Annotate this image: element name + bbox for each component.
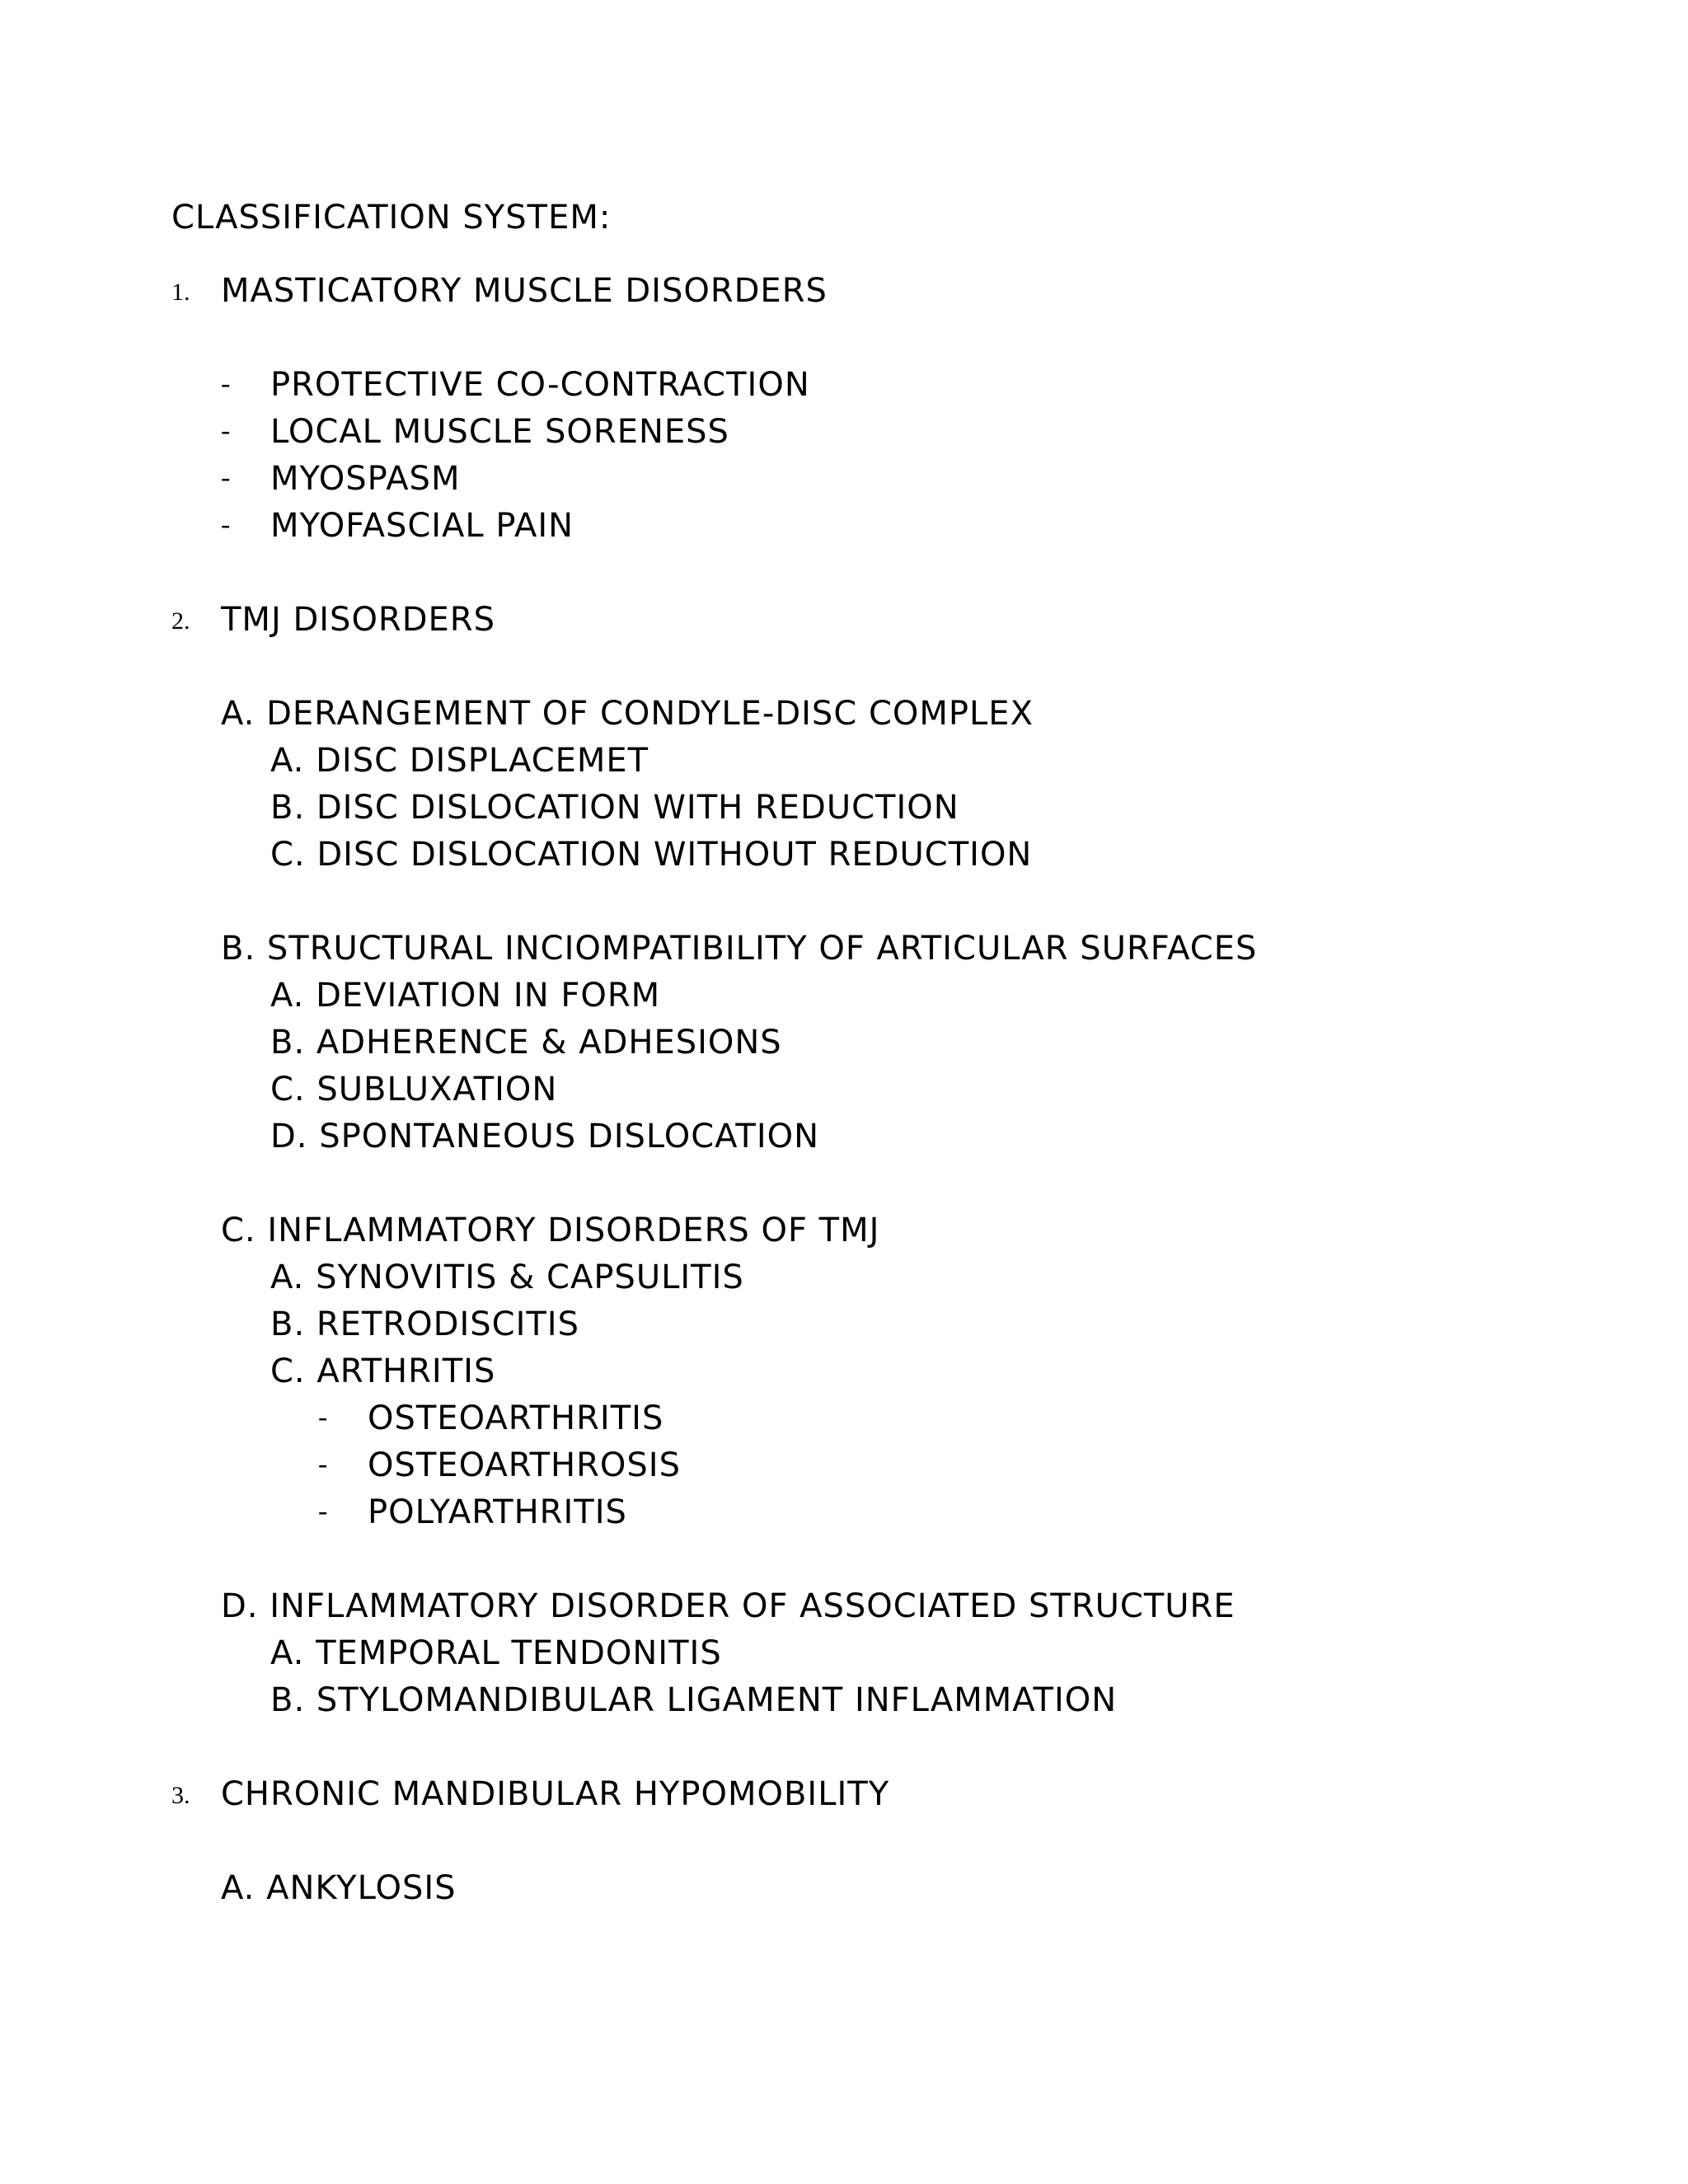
group-item: C. DISC DISLOCATION WITHOUT REDUCTION [270,836,1033,874]
group-item: A. DISC DISPLACEMET [270,742,649,780]
list-item: PROTECTIVE CO-CONTRACTION [270,366,810,404]
sub-list-item: OSTEOARTHROSIS [368,1446,681,1484]
section-title: TMJ DISORDERS [221,601,495,639]
list-bullet: - [221,368,231,399]
group-title: C. INFLAMMATORY DISORDERS OF TMJ [221,1212,880,1249]
list-bullet: - [221,462,231,493]
group-title: A. DERANGEMENT OF CONDYLE-DISC COMPLEX [221,695,1034,733]
group-title: A. ANKYLOSIS [221,1869,457,1907]
sub-list-item: POLYARTHRITIS [368,1493,627,1531]
list-bullet: - [318,1449,328,1479]
section-number: 1. [171,279,190,306]
list-item: LOCAL MUSCLE SORENESS [270,413,729,451]
section-number: 2. [171,607,190,635]
group-item: D. SPONTANEOUS DISLOCATION [270,1118,820,1155]
group-item: B. DISC DISLOCATION WITH REDUCTION [270,789,959,827]
group-item: C. ARTHRITIS [270,1352,496,1390]
list-item: MYOFASCIAL PAIN [270,507,574,545]
list-bullet: - [318,1402,328,1432]
section-title: MASTICATORY MUSCLE DISORDERS [221,272,828,310]
group-item: A. TEMPORAL TENDONITIS [270,1634,722,1672]
group-item: B. ADHERENCE & ADHESIONS [270,1024,782,1062]
group-title: D. INFLAMMATORY DISORDER OF ASSOCIATED STRUCTURE [221,1587,1236,1625]
list-bullet: - [221,509,231,540]
group-title: B. STRUCTURAL INCIOMPATIBILITY OF ARTICULAR SURFACES [221,930,1258,968]
section-title: CHRONIC MANDIBULAR HYPOMOBILITY [221,1775,890,1813]
list-item: MYOSPASM [270,460,461,498]
group-item: A. DEVIATION IN FORM [270,977,661,1015]
page-heading: CLASSIFICATION SYSTEM: [171,199,612,237]
group-item: B. STYLOMANDIBULAR LIGAMENT INFLAMMATION [270,1681,1118,1719]
sub-list-item: OSTEOARTHRITIS [368,1399,664,1437]
group-item: B. RETRODISCITIS [270,1305,579,1343]
section-number: 3. [171,1782,190,1809]
list-bullet: - [318,1496,328,1526]
group-item: A. SYNOVITIS & CAPSULITIS [270,1258,744,1296]
list-bullet: - [221,415,231,446]
group-item: C. SUBLUXATION [270,1071,558,1108]
